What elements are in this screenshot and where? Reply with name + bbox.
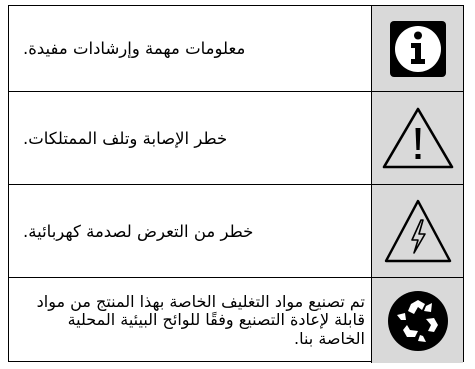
info-description (9, 6, 372, 92)
shock-icon-cell (372, 185, 463, 278)
shock-text: خطر من التعرض لصدمة كهربائية. (23, 221, 254, 241)
symbols-table (8, 5, 464, 362)
warning-exclamation-icon (381, 106, 455, 170)
recycle-text: تم تصنيع مواد التغليف الخاصة بهذا المنتج من مواد قابلة لإعادة التصنيع وفقًا للوائح البيئية المحلية الخاصة بنا. (36, 291, 365, 348)
info-icon-cell (372, 6, 463, 92)
warning-text: خطر الإصابة وتلف الممتلكات. (23, 128, 228, 148)
info-text: معلومات مهمة وإرشادات مفيدة. (23, 39, 246, 58)
info-icon (389, 20, 447, 78)
recycle-description (9, 278, 372, 363)
recycle-icon (387, 290, 449, 352)
warning-description (9, 92, 372, 185)
electric-shock-warning-icon (383, 198, 453, 264)
recycle-icon-cell (372, 278, 463, 363)
shock-description (9, 185, 372, 278)
warning-icon-cell (372, 92, 463, 185)
